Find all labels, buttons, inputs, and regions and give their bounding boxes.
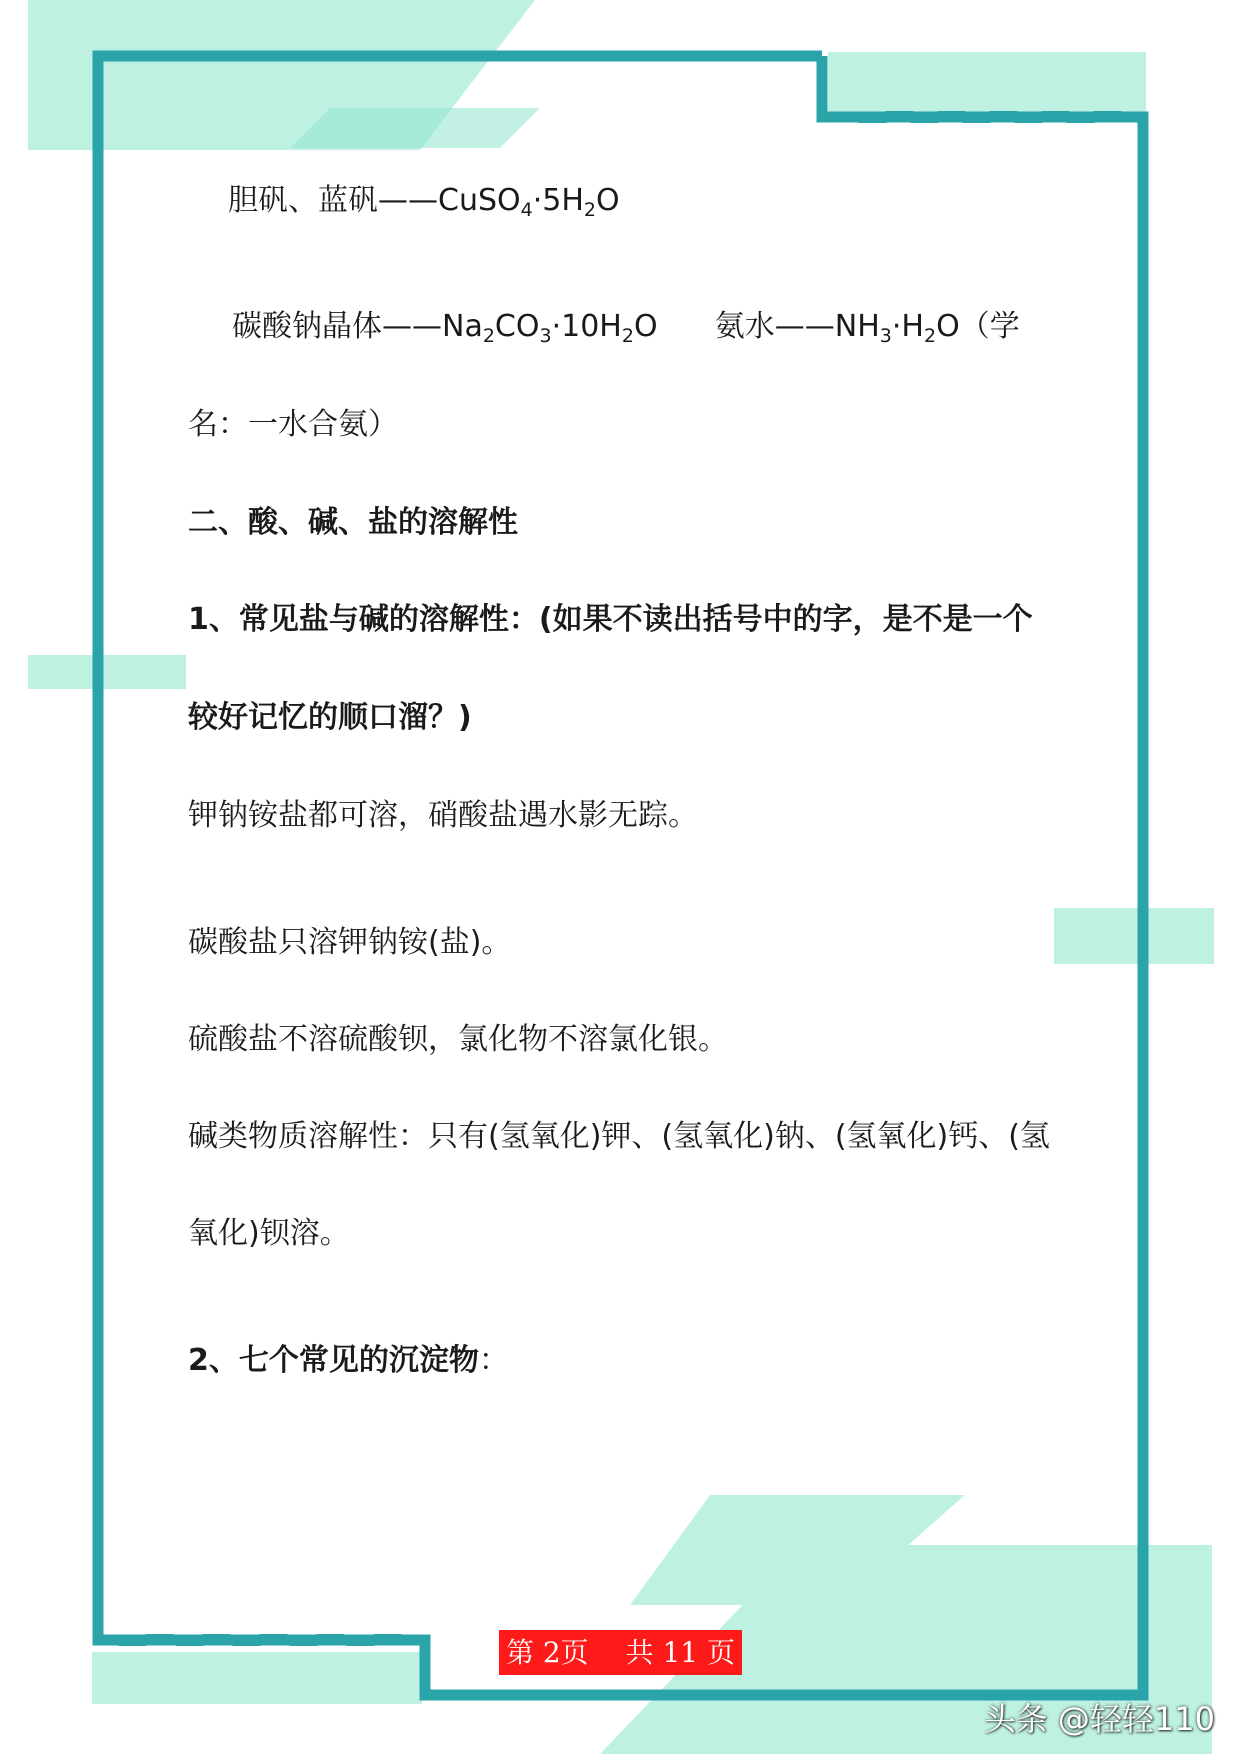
rule-line-1: 钾钠铵盐都可溶，硝酸盐遇水影无踪。 <box>188 798 698 833</box>
page-indicator: 第 2页 共 11 页 <box>499 1630 742 1675</box>
rule-line-4b: 氧化)钡溶。 <box>188 1216 350 1251</box>
rule-line-4a: 碱类物质溶解性：只有(氢氧化)钾、(氢氧化)钠、(氢氧化)钙、(氢 <box>188 1119 1050 1154</box>
hydrate-line-copper: 胆矾、蓝矾$——CuSO_4\cdot 5H_2O$ <box>228 183 620 221</box>
hydrate-line-sodium-ammonia: 碳酸钠晶体$——Na_2CO_3\cdot 10H_2O$ 氨水$——NH_3\cdot H_2O$（学 <box>232 309 1020 347</box>
section-heading-2: 二、酸、碱、盐的溶解性 <box>188 505 518 540</box>
subheading-2 <box>188 1343 509 1379</box>
subheading-2-colon: ： <box>478 1343 509 1378</box>
subheading-1-line1: 1、常见盐与碱的溶解性：(如果不读出括号中的字，是不是一个 <box>188 602 1033 637</box>
subheading-1-line2: 较好记忆的顺口溜？) <box>188 700 472 735</box>
subheading-2-title: 2、七个常见的沉淀物 <box>188 1343 479 1378</box>
rule-line-2: 碳酸盐只溶钾钠铵(盐)。 <box>188 925 512 960</box>
ammonia-note-line: 名：一水合氨） <box>188 407 398 442</box>
rule-line-3: 硫酸盐不溶硫酸钡，氯化物不溶氯化银。 <box>188 1022 728 1057</box>
watermark: 头条 @轻轻110 <box>983 1700 1215 1738</box>
